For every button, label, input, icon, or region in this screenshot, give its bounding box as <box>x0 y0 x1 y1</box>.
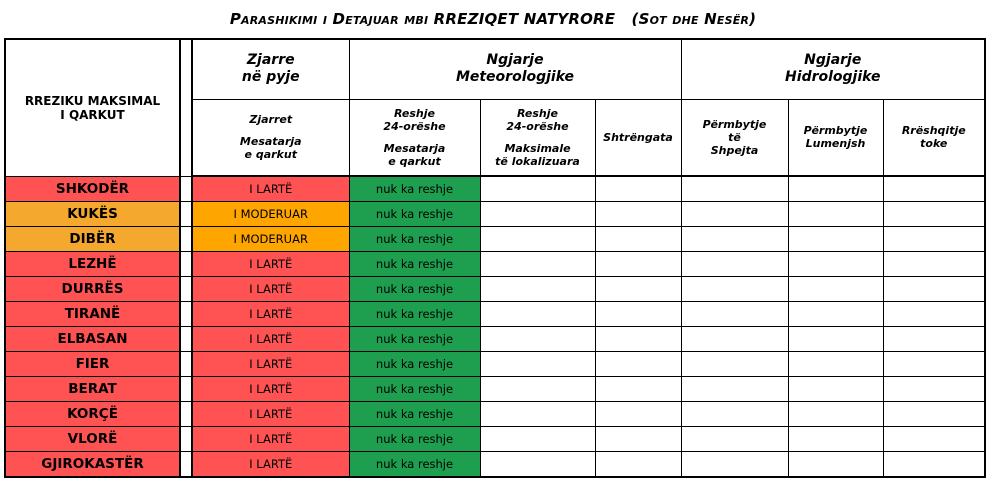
fire-col-sub: Mesatarja e qarkut <box>239 135 302 162</box>
rain-max-cell <box>480 326 595 351</box>
flash-flood-cell <box>681 351 788 376</box>
river-flood-cell <box>788 401 883 426</box>
fire-risk-cell: I LARTË <box>192 176 349 201</box>
rain-max-header <box>480 99 595 176</box>
table-row <box>5 301 985 326</box>
table-row <box>5 176 985 201</box>
region-name: LEZHË <box>5 251 180 276</box>
river-flood-cell <box>788 426 883 451</box>
table-row <box>5 251 985 276</box>
rain-max-cell <box>480 351 595 376</box>
region-name: KUKËS <box>5 201 180 226</box>
table-row <box>5 276 985 301</box>
rain-avg-cell: nuk ka reshje <box>349 301 480 326</box>
storm-header: Shtrëngata <box>595 99 681 176</box>
flash-flood-cell <box>681 251 788 276</box>
column-separator <box>180 401 192 426</box>
rain-avg-title: Reshje 24-orëshe <box>383 106 446 133</box>
fire-risk-cell: I LARTË <box>192 426 349 451</box>
river-flood-cell <box>788 326 883 351</box>
fire-risk-cell: I LARTË <box>192 276 349 301</box>
column-separator <box>180 201 192 226</box>
river-flood-cell <box>788 451 883 477</box>
fire-risk-cell: I LARTË <box>192 401 349 426</box>
flash-flood-cell <box>681 226 788 251</box>
rain-avg-sub: Mesatarja e qarkut <box>383 141 446 168</box>
page-title <box>0 10 986 28</box>
flash-flood-cell <box>681 426 788 451</box>
landslide-cell <box>883 426 985 451</box>
storm-cell <box>595 251 681 276</box>
risk-table <box>4 38 986 478</box>
fire-risk-cell: I MODERUAR <box>192 226 349 251</box>
storm-cell <box>595 451 681 477</box>
rain-max-cell <box>480 426 595 451</box>
rain-avg-cell: nuk ka reshje <box>349 401 480 426</box>
region-name: GJIROKASTËR <box>5 451 180 477</box>
region-name: VLORË <box>5 426 180 451</box>
river-flood-header: Përmbytje Lumenjsh <box>788 99 883 176</box>
flash-flood-cell <box>681 401 788 426</box>
rain-max-title: Reshje 24-orëshe <box>506 106 569 133</box>
storm-cell <box>595 351 681 376</box>
storm-cell <box>595 226 681 251</box>
storm-cell <box>595 201 681 226</box>
fire-risk-cell: I LARTË <box>192 451 349 477</box>
region-name: DIBËR <box>5 226 180 251</box>
river-flood-cell <box>788 176 883 201</box>
storm-cell <box>595 376 681 401</box>
rain-avg-cell: nuk ka reshje <box>349 376 480 401</box>
flash-flood-cell <box>681 376 788 401</box>
storm-cell <box>595 301 681 326</box>
region-name: KORÇË <box>5 401 180 426</box>
rain-max-cell <box>480 226 595 251</box>
flash-flood-header: Përmbytje të Shpejta <box>681 99 788 176</box>
fire-risk-cell: I LARTË <box>192 376 349 401</box>
fire-column-header <box>192 99 349 176</box>
rain-max-cell <box>480 401 595 426</box>
rain-avg-cell: nuk ka reshje <box>349 326 480 351</box>
column-separator <box>180 451 192 477</box>
flash-flood-cell <box>681 451 788 477</box>
region-name: ELBASAN <box>5 326 180 351</box>
rain-avg-cell: nuk ka reshje <box>349 201 480 226</box>
rain-avg-header <box>349 99 480 176</box>
rain-max-cell <box>480 176 595 201</box>
storm-cell <box>595 326 681 351</box>
hydro-group-header: Ngjarje Hidrologjike <box>681 39 985 99</box>
flash-flood-cell <box>681 176 788 201</box>
table-row <box>5 226 985 251</box>
column-separator <box>180 426 192 451</box>
storm-cell <box>595 401 681 426</box>
rain-max-cell <box>480 251 595 276</box>
region-name: BERAT <box>5 376 180 401</box>
rain-avg-cell: nuk ka reshje <box>349 351 480 376</box>
river-flood-cell <box>788 351 883 376</box>
landslide-cell <box>883 301 985 326</box>
title-prefix: Parashikimi i Detajuar mbi <box>229 10 434 28</box>
fire-risk-cell: I LARTË <box>192 251 349 276</box>
flash-flood-cell <box>681 201 788 226</box>
rain-max-cell <box>480 301 595 326</box>
region-name: FIER <box>5 351 180 376</box>
title-suffix: (Sot dhe Nesër) <box>615 10 757 28</box>
column-separator <box>180 176 192 201</box>
landslide-header: Rrëshqitje toke <box>883 99 985 176</box>
landslide-cell <box>883 226 985 251</box>
table-row <box>5 426 985 451</box>
fire-risk-cell: I LARTË <box>192 301 349 326</box>
rain-avg-cell: nuk ka reshje <box>349 176 480 201</box>
rain-max-cell <box>480 376 595 401</box>
landslide-cell <box>883 276 985 301</box>
rain-max-sub: Maksimale të lokalizuara <box>495 141 580 168</box>
table-row <box>5 376 985 401</box>
river-flood-cell <box>788 301 883 326</box>
column-separator <box>180 301 192 326</box>
landslide-cell <box>883 401 985 426</box>
rain-avg-cell: nuk ka reshje <box>349 251 480 276</box>
fire-risk-cell: I MODERUAR <box>192 201 349 226</box>
flash-flood-cell <box>681 276 788 301</box>
rain-max-cell <box>480 276 595 301</box>
region-name: TIRANË <box>5 301 180 326</box>
region-name: SHKODËR <box>5 176 180 201</box>
meteo-group-header: Ngjarje Meteorologjike <box>349 39 681 99</box>
landslide-cell <box>883 351 985 376</box>
table-row <box>5 351 985 376</box>
landslide-cell <box>883 251 985 276</box>
fire-risk-cell: I LARTË <box>192 351 349 376</box>
column-separator <box>180 276 192 301</box>
fire-col-title: Zjarret <box>249 113 293 127</box>
landslide-cell <box>883 176 985 201</box>
rain-avg-cell: nuk ka reshje <box>349 426 480 451</box>
table-row <box>5 201 985 226</box>
column-separator <box>180 251 192 276</box>
landslide-cell <box>883 201 985 226</box>
fire-risk-cell: I LARTË <box>192 326 349 351</box>
river-flood-cell <box>788 201 883 226</box>
storm-cell <box>595 426 681 451</box>
column-separator <box>180 226 192 251</box>
river-flood-cell <box>788 251 883 276</box>
fire-group-header: Zjarre në pyje <box>192 39 349 99</box>
rain-max-cell <box>480 201 595 226</box>
title-highlight: RREZIQET NATYRORE <box>433 10 616 28</box>
region-name: DURRËS <box>5 276 180 301</box>
river-flood-cell <box>788 276 883 301</box>
column-separator <box>180 326 192 351</box>
table-row <box>5 451 985 477</box>
river-flood-cell <box>788 226 883 251</box>
rain-avg-cell: nuk ka reshje <box>349 226 480 251</box>
landslide-cell <box>883 376 985 401</box>
region-header: RREZIKU MAKSIMAL I QARKUT <box>5 39 180 176</box>
column-separator <box>180 376 192 401</box>
table-row <box>5 401 985 426</box>
column-separator <box>180 39 192 176</box>
rain-avg-cell: nuk ka reshje <box>349 276 480 301</box>
column-separator <box>180 351 192 376</box>
table-row <box>5 326 985 351</box>
storm-cell <box>595 176 681 201</box>
rain-max-cell <box>480 451 595 477</box>
flash-flood-cell <box>681 326 788 351</box>
river-flood-cell <box>788 376 883 401</box>
storm-cell <box>595 276 681 301</box>
landslide-cell <box>883 451 985 477</box>
flash-flood-cell <box>681 301 788 326</box>
rain-avg-cell: nuk ka reshje <box>349 451 480 477</box>
landslide-cell <box>883 326 985 351</box>
